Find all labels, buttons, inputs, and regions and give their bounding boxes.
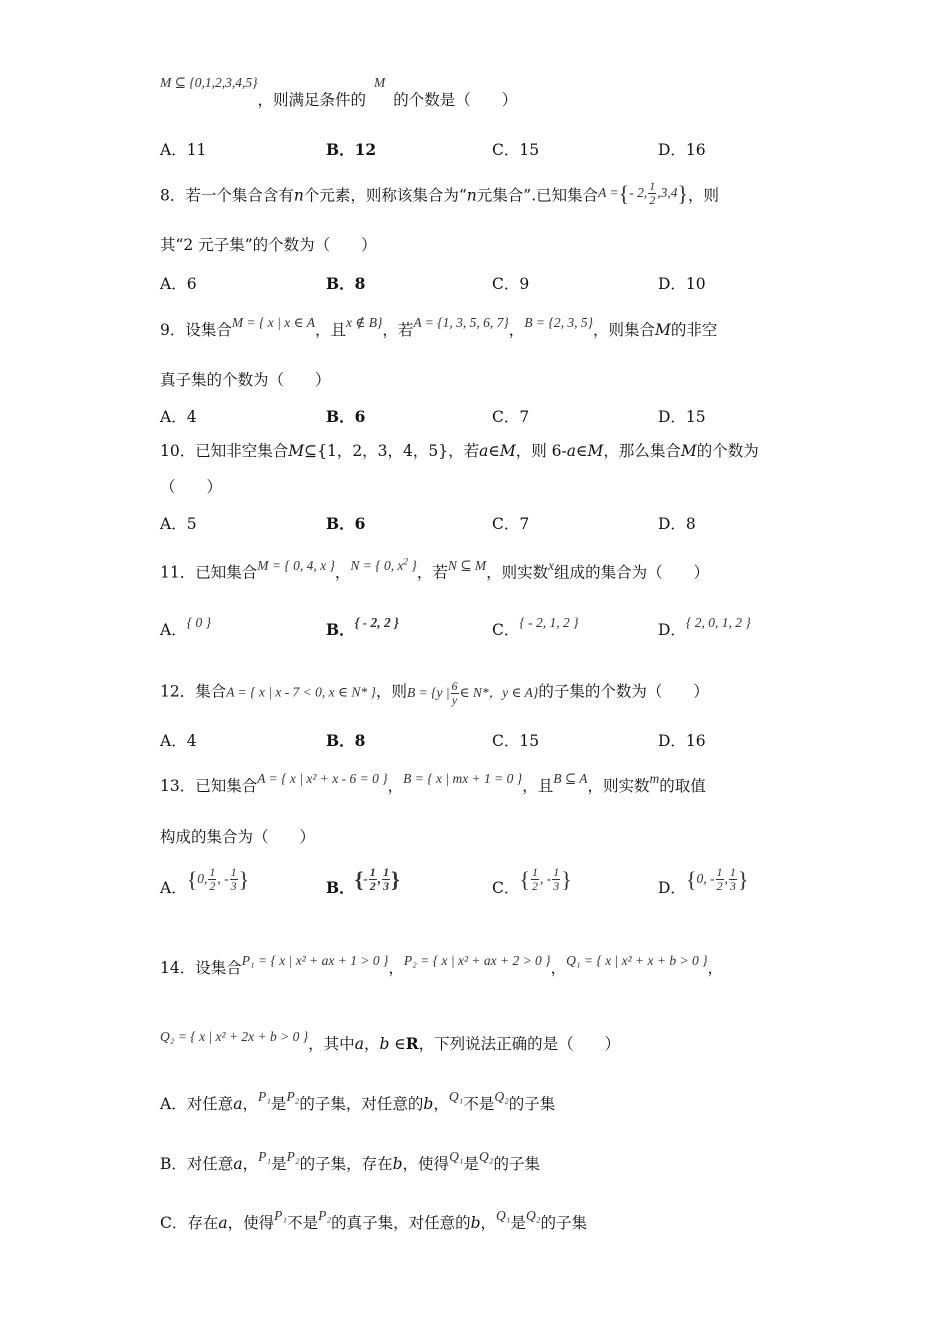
q10-M3: M [587,442,604,460]
q11-subset: N ⊆ M [447,557,487,573]
q9-line2: 真子集的个数为（ ） [160,371,331,389]
q9-setM: M = { x | x ∈ A [231,315,315,330]
q9-notB: x ∉ B} [345,315,383,330]
q11-option-b: B．{ - 2, 2 } [326,615,399,639]
q12-options [160,729,860,753]
q12-line1 [160,680,709,707]
q13-line1 [160,771,706,797]
q13-options [160,865,860,908]
q9-option-c: C．7 [492,408,530,426]
q14-R: R [405,1034,419,1053]
q10-M: M [288,442,305,460]
q10-line1 [160,441,759,461]
q10-a2: a [566,442,577,460]
q13-option-d: D．{0, - $\frac{1}{2}$ , $\frac{1}{3}$ } [658,865,749,897]
q7-option-a: A．11 [160,141,207,159]
q9-text2: ，且 [314,321,346,339]
q14-option-a: A．对任意a，P₁是P₂的子集，对任意的b，Q₁不是Q₂的子集 [160,1089,556,1113]
q10-option-d: D．8 [658,515,696,533]
q8-option-d: D．10 [658,275,706,293]
q9-M: M [654,321,671,339]
q10-M2: M [499,442,516,460]
q8-set: A ={- 2, $\frac{1}{2}$ ,3,4} [598,179,689,207]
q14-option-b: B．对任意a，P₁是P₂的子集，存在b，使得Q₁是Q₂的子集 [160,1149,540,1173]
q10-options [160,512,860,536]
q11-option-c: C．{ - 2, 1, 2 } [492,615,579,639]
q12-text3: 的子集的个数为（ ） [538,682,709,701]
q7-M: M [374,75,386,90]
q8-option-c: C．9 [492,275,530,293]
q10-text1: 10．已知非空集合 [160,442,289,460]
q10-a: a [479,442,489,460]
q13-option-c: C．{ $\frac{1}{2}$ , - $\frac{1}{3}$ } [492,865,572,897]
q8-line1 [160,179,720,211]
q13-subset: B ⊆ A [553,771,588,786]
q14-text3: ，下列说法正确的是（ ） [418,1035,621,1053]
q8-text1: 8．若一个集合含有 [160,186,294,205]
q10-text6: ，那么集合 [603,442,681,460]
q8-text3: 元集合”.已知集合 [476,186,599,205]
q12-option-a: A．4 [160,732,197,750]
q11-text1: 11．已知集合 [160,563,258,582]
q7-options [160,138,860,162]
q10-text5: ∈ [576,442,588,460]
q14-b-in: b ∈ [379,1035,406,1053]
q13-sep: ， [387,777,404,795]
q8-text4: ，则 [688,186,720,205]
q9-options [160,405,860,429]
q12-option-b: B．8 [326,731,366,750]
q13-setB: B = { x | mx + 1 = 0 } [403,771,523,786]
q12-setB: B = {y | $\frac{6}{y}$ ∈ N*，y ∈ A} [406,679,539,707]
q11-text4: 组成的集合为（ ） [554,563,710,582]
q8-n2: n [466,186,477,205]
q9-text4: ，则集合 [592,321,655,339]
q14-Q1: Q₁ = { x | x² + x + b > 0 } [566,953,708,968]
q9-text1: 9．设集合 [160,321,232,339]
q7-line1 [160,75,518,109]
q14-text1: 14．设集合 [160,959,242,977]
q9-line1: 9．设集合M = { x | x ∈ A，且x ∉ B}，若A = {1, 3, 5, 6, 7}，B = {2, 3, 5}，则集合M的非空 [160,315,718,339]
q9-text3: ，若 [382,321,414,339]
q11-x: x [548,557,555,573]
q11-text3: ，则实数 [486,563,549,582]
q10-option-a: A．5 [160,515,197,533]
q8-option-b: B．8 [326,274,366,293]
q10-text7: 的个数为 [696,442,759,460]
q12-option-c: C．15 [492,732,540,750]
q14-option-c: C．存在a，使得P₁不是P₂的真子集，对任意的b，Q₁是Q₂的子集 [160,1208,587,1232]
q8-text2: 个元素，则称该集合为“ [303,186,467,205]
q14-P2: P₂ = { x | x² + ax + 2 > 0 } [403,953,551,968]
q7-text: ，则满足条件的 [257,91,366,109]
q14-Q2: Q₂ = { x | x² + 2x + b > 0 } [160,1029,309,1044]
q14-a: a [354,1035,364,1053]
q10-text2: ⊆{1，2，3，4，5}，若 [304,442,480,460]
q10-option-c: C．7 [492,515,530,533]
q12-option-d: D．16 [658,732,706,750]
q11-options [160,615,860,642]
q7-text2: 的个数是（ ） [393,91,518,109]
q7-option-c: C．15 [492,141,540,159]
q13-text2: ，且 [522,777,554,795]
q7-option-d: D．16 [658,141,706,159]
q13-option-b: B．{- $\frac{1}{2}$ , $\frac{1}{3}$ } [326,865,400,897]
q14-line2: Q₂ = { x | x² + 2x + b > 0 }，其中a，b ∈R，下列说法正确的是（ ） [160,1029,621,1053]
q11-setN: N = { 0, $x^2$ } [350,556,417,573]
q11-line1 [160,556,710,584]
q9-text5: 的非空 [670,321,718,339]
q13-m: m [649,771,660,786]
q8-n: n [293,186,304,205]
q13-line2: 构成的集合为（ ） [160,828,316,846]
q8-options [160,272,860,296]
q9-option-a: A．4 [160,408,197,426]
q10-text4: ，则 6- [515,442,567,460]
q12-setA: A = { x | x - 7 < 0, x ∈ N* } [226,684,376,700]
q7-option-b: B．12 [326,140,377,159]
q11-text2: ，若 [416,563,448,582]
q11-option-a: A．{ 0 } [160,615,212,639]
q10-M4: M [680,442,697,460]
q10-line2: （ ） [160,478,223,496]
q12-text2: ，则 [375,682,407,701]
q13-option-a: A．{0, $\frac{1}{2}$ , - $\frac{1}{3}$ } [160,865,250,897]
q14-line1: 14．设集合P₁ = { x | x² + ax + 1 > 0 }，P₂ = { x | x² + ax + 2 > 0 }，Q₁ = { x | x² + x + b > 0 }， [160,953,724,977]
q13-text1: 13．已知集合 [160,777,258,795]
q8-option-a: A．6 [160,275,197,293]
q9-setA: A = {1, 3, 5, 6, 7} [413,315,509,330]
q12-text1: 12．集合 [160,682,227,701]
q7-condition: M ⊆ {0,1,2,3,4,5} [160,75,258,90]
q9-option-b: B．6 [326,407,366,426]
q13-setA: A = { x | x² + x - 6 = 0 } [257,771,388,786]
q11-sep: ， [334,563,351,582]
q14-text2: ，其中 [308,1035,355,1053]
q8-line2: 其“2 元子集”的个数为（ ） [160,236,377,254]
q14-P1: P₁ = { x | x² + ax + 1 > 0 } [241,953,389,968]
q11-option-d: D．{ 2, 0, 1, 2 } [658,615,751,639]
q10-option-b: B．6 [326,514,366,533]
q9-setB: B = {2, 3, 5} [524,315,593,330]
q13-text4: 的取值 [659,777,706,795]
q10-text3: ∈ [488,442,500,460]
q13-text3: ，则实数 [587,777,650,795]
q9-option-d: D．15 [658,408,706,426]
q11-setM: M = { 0, 4, x } [257,557,335,573]
